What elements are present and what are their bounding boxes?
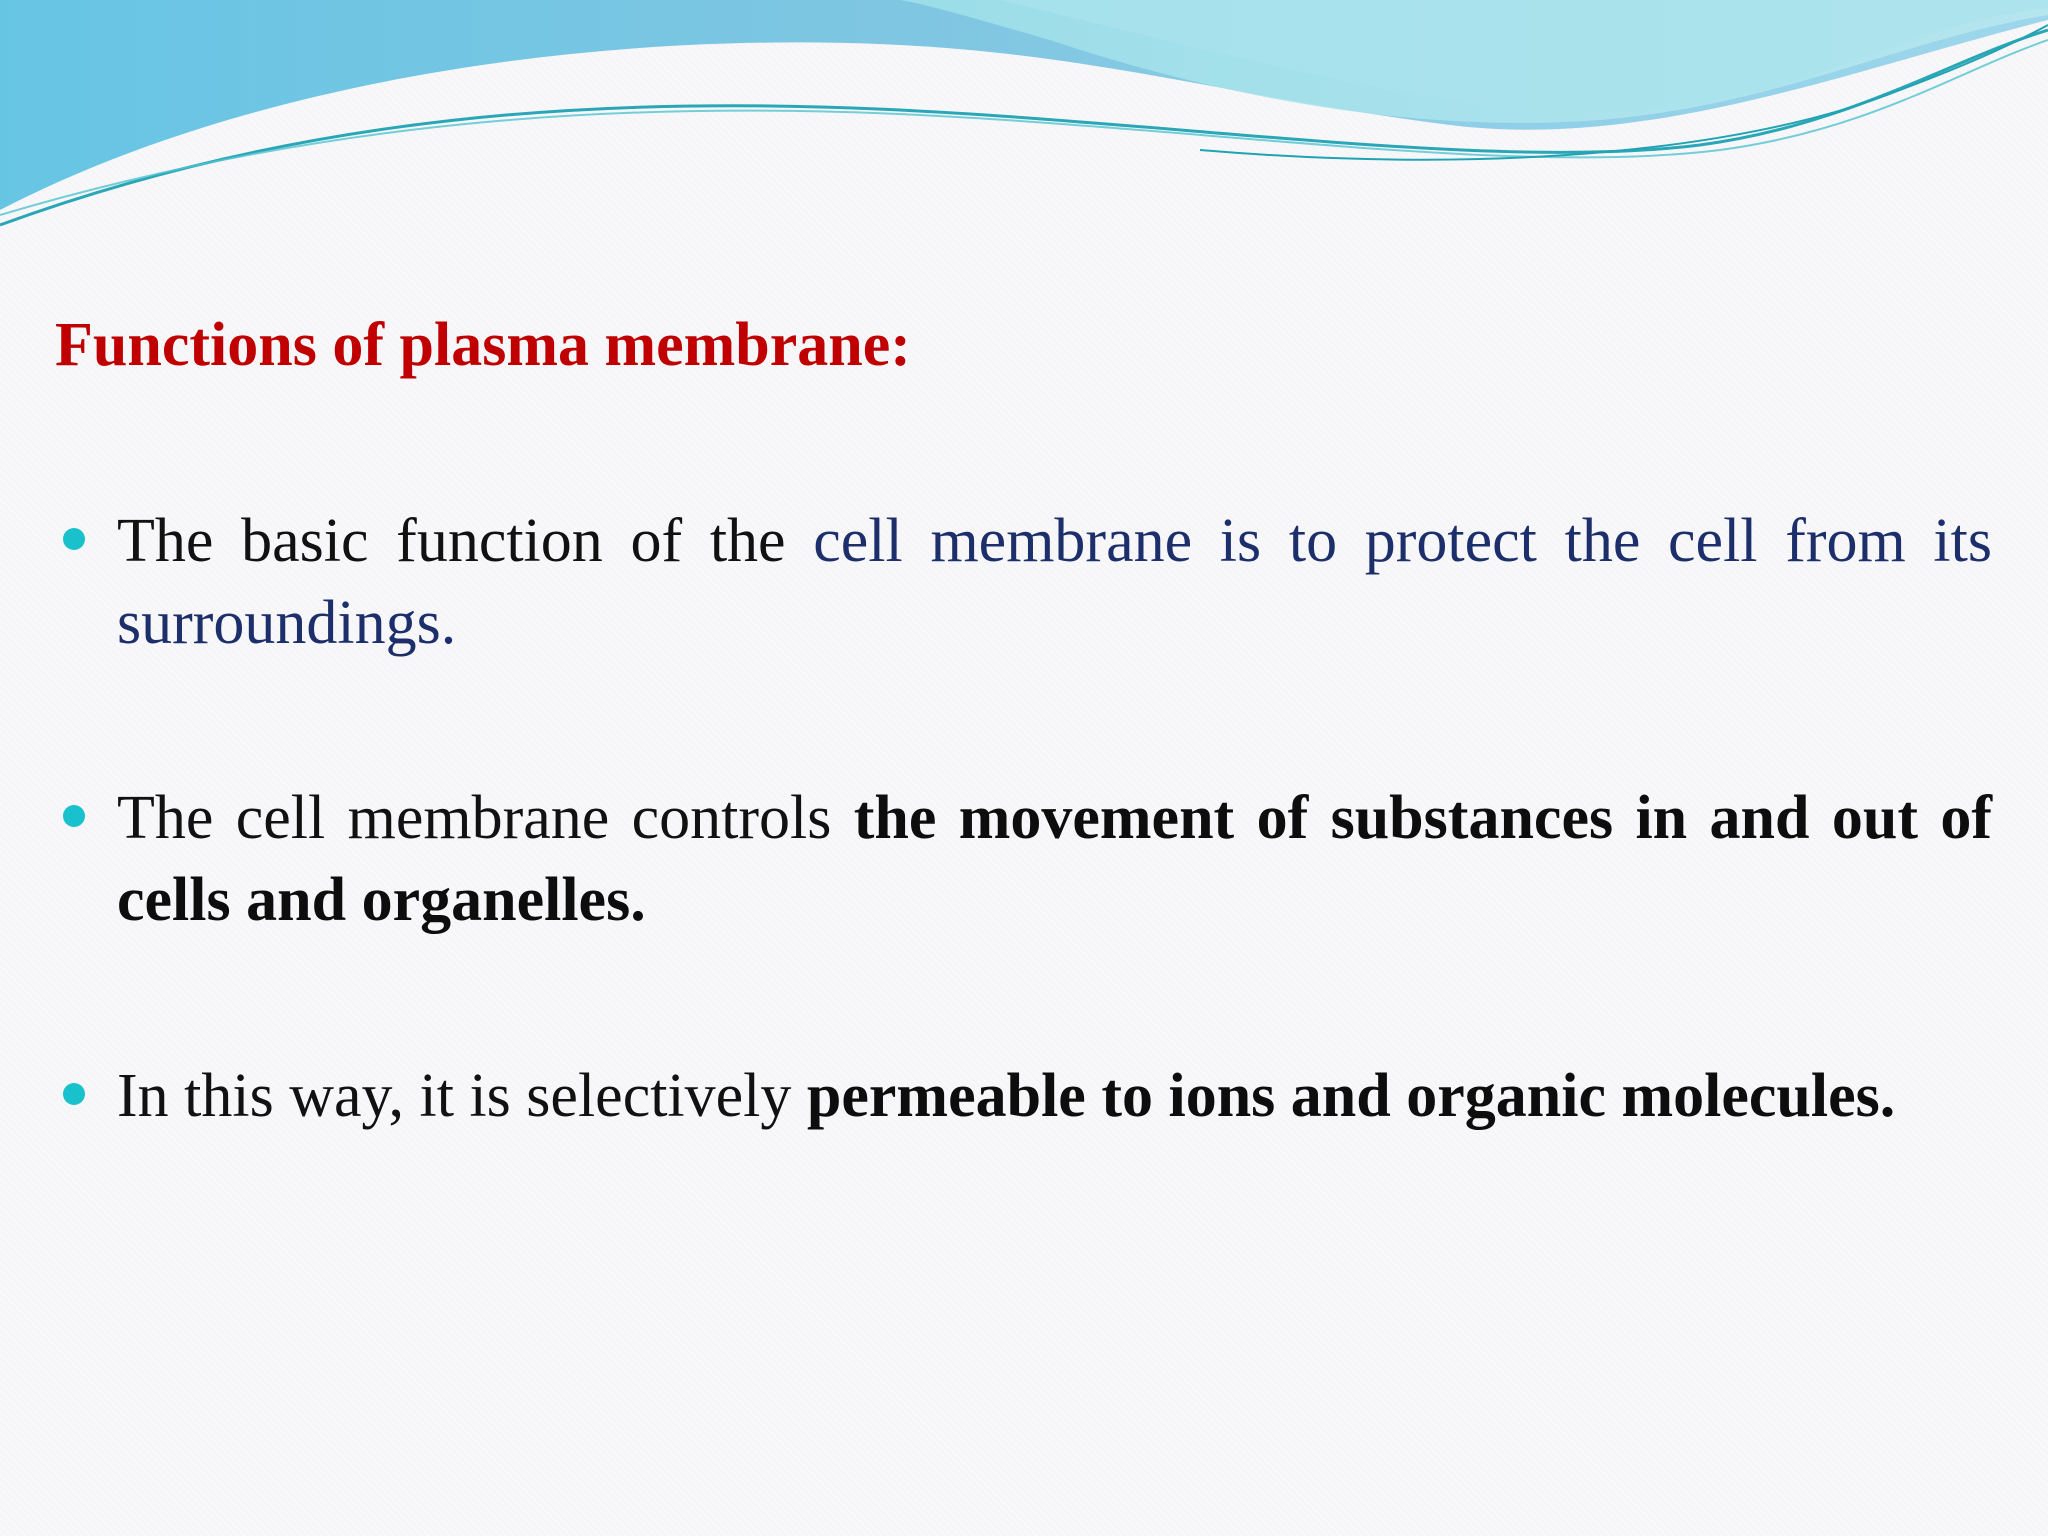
bullet-dot-icon <box>63 805 85 827</box>
header-wave-decoration <box>0 0 2048 240</box>
bullet-3-emphasis: permeable to ions and organic molecules. <box>806 1062 1896 1130</box>
bullet-item-1 <box>117 500 1992 664</box>
bullet-2-text: The cell membrane controls <box>117 784 854 852</box>
bullet-item-3 <box>117 1055 1992 1137</box>
bullet-dot-icon <box>63 528 85 550</box>
bullet-dot-icon <box>63 1083 85 1105</box>
bullet-1-highlight: cell membrane is to protect the cell from its surroundings. <box>117 507 1992 657</box>
bullet-3-text: In this way, it is selectively <box>117 1062 807 1130</box>
bullet-2-emphasis: the movement of substances in and out of cells and organelles. <box>117 784 1992 934</box>
slide-title: Functions of plasma membrane: <box>55 311 911 379</box>
bullet-item-2 <box>117 777 1992 941</box>
bullet-1-text: The basic function of the <box>117 507 814 575</box>
